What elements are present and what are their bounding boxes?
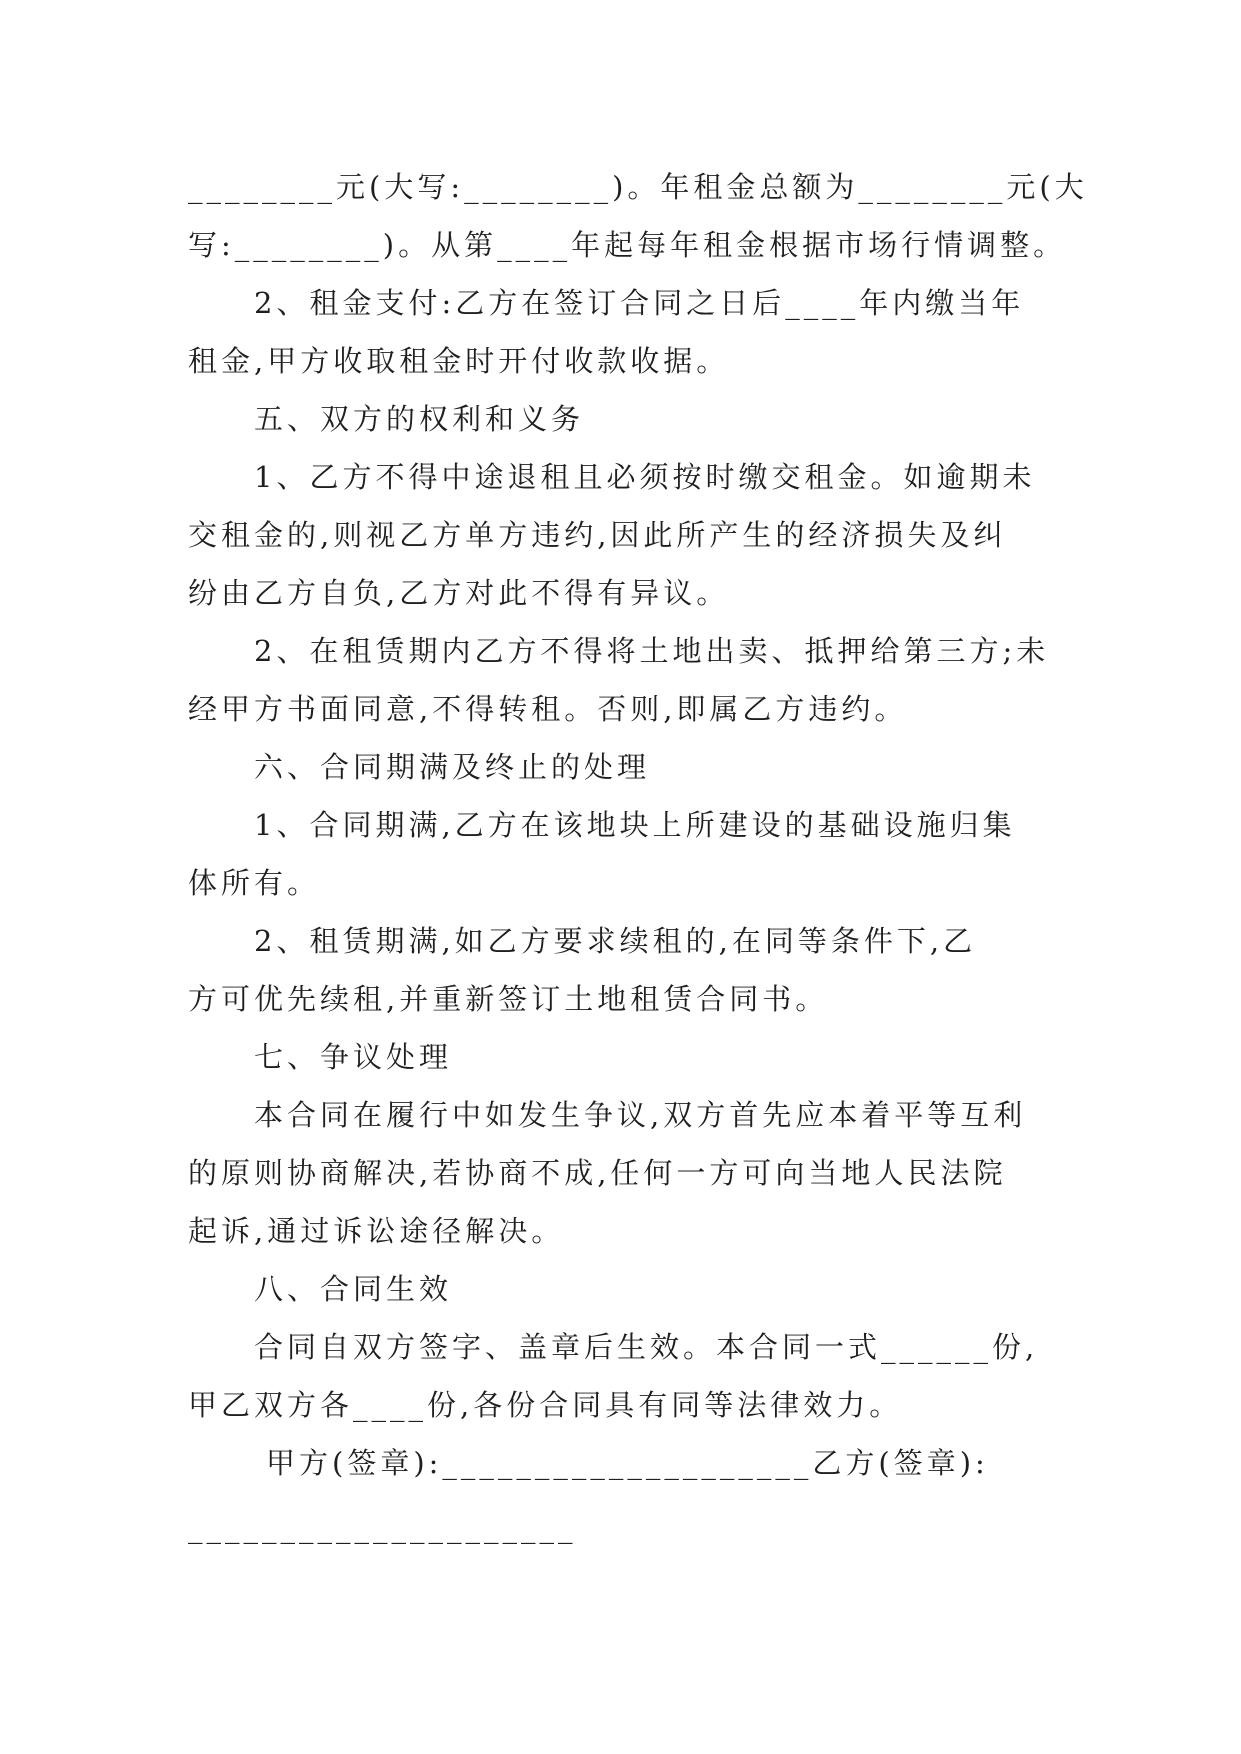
section-heading: 八、合同生效 <box>254 1272 453 1306</box>
text-line: 体所有。 <box>188 866 321 900</box>
text-line: 甲乙双方各____份,各份合同具有同等法律效力。 <box>188 1388 903 1422</box>
text-line: 纷由乙方自负,乙方对此不得有异议。 <box>188 576 730 610</box>
text-line: 的原则协商解决,若协商不成,任何一方可向当地人民法院 <box>188 1156 1007 1190</box>
text-line: 2、在租赁期内乙方不得将土地出卖、抵押给第三方;未 <box>254 634 1050 668</box>
text-line: 租金,甲方收取租金时开付收款收据。 <box>188 344 730 378</box>
text-line: 交租金的,则视乙方单方违约,因此所产生的经济损失及纠 <box>188 518 1007 552</box>
signature-blank: _____________________ <box>188 1510 577 1544</box>
text-line: 2、租赁期满,如乙方要求续租的,在同等条件下,乙 <box>254 924 977 958</box>
text-line: 写:________)。从第____年起每年租金根据市场行情调整。 <box>188 228 1067 262</box>
section-heading: 六、合同期满及终止的处理 <box>254 750 651 784</box>
signature-line: 甲方(签章):____________________乙方(签章): <box>266 1446 989 1480</box>
text-line: 1、乙方不得中途退租且必须按时缴交租金。如逾期未 <box>254 460 1036 494</box>
section-heading: 五、双方的权利和义务 <box>254 402 585 436</box>
text-line: 经甲方书面同意,不得转租。否则,即属乙方违约。 <box>188 692 908 726</box>
contract-body <box>188 158 1088 1556</box>
text-line: 1、合同期满,乙方在该地块上所建设的基础设施归集 <box>254 808 1016 842</box>
text-line: 合同自双方签字、盖章后生效。本合同一式______份, <box>254 1330 1039 1364</box>
section-heading: 七、争议处理 <box>254 1040 453 1074</box>
text-line: 本合同在履行中如发生争议,双方首先应本着平等互利 <box>254 1098 1027 1132</box>
text-line: 2、租金支付:乙方在签订合同之日后____年内缴当年 <box>254 286 1025 320</box>
text-line: ________元(大写:________)。年租金总额为________元(大 <box>188 170 1088 204</box>
text-line: 方可优先续租,并重新签订土地租赁合同书。 <box>188 982 829 1016</box>
text-line: 起诉,通过诉讼途径解决。 <box>188 1214 565 1248</box>
